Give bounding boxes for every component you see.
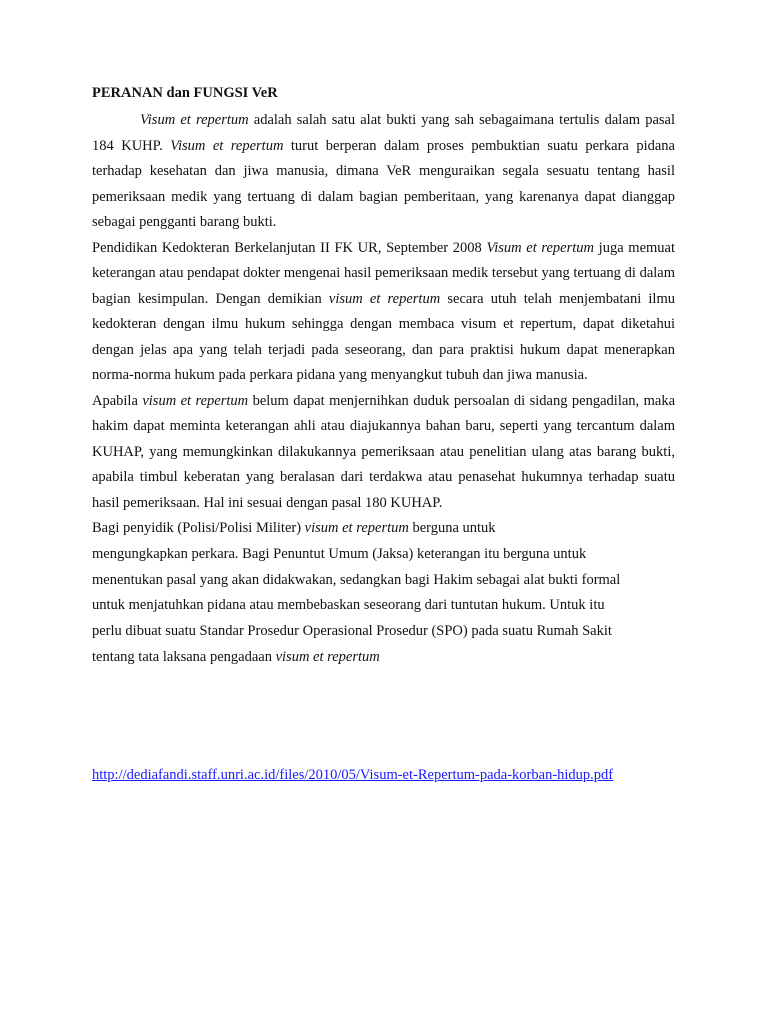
paragraph-4-text: untuk menjatuhkan pidana atau membebaskan seseorang dari tuntutan hukum. Untuk itu [92, 597, 605, 614]
italic-term: Visum et repertum [486, 239, 595, 256]
paragraph-3-text: belum dapat menjernihkan duduk persoalan di sidang pengadilan, maka hakim dapat meminta keterangan ahli atau diajukannya bahan baru, seperti yang tercantum dalam KUHAP, yang memungkinkan dilakukannya pemeriksaan atau penelitian ulang atas barang bukti, apabila timbul keberatan yang beralasan dari terdakwa atau penasehat hukumnya terhadap suatu hasil pemeriksaan. Hal ini sesuai dengan pasal 180 KUHAP. [92, 392, 676, 511]
paragraph-4 [92, 516, 675, 671]
italic-term: Visum et repertum [170, 137, 284, 154]
italic-term: visum et repertum [142, 392, 249, 409]
paragraph-2-text: secara utuh telah menjembatani ilmu kedokteran dengan ilmu hukum sehingga dengan membaca visum et repertum, dapat diketahui dengan jelas apa yang telah terjadi pada seseorang, dan para praktisi hukum dapat menerapkan norma-norma hukum pada perkara pidana yang menyangkut tubuh dan jiwa manusia. [92, 290, 675, 383]
paragraph-3-text: Apabila [92, 392, 143, 409]
italic-term: Visum et repertum [140, 112, 249, 128]
italic-term: visum et repertum [304, 520, 409, 536]
paragraph-1-text: adalah salah satu alat bukti yang sah sebagaimana tertulis dalam pasal 184 KUHP. [92, 112, 676, 154]
paragraph-2 [92, 236, 675, 389]
source-reference [92, 764, 613, 786]
paragraph-4-text: berguna untuk [408, 520, 496, 536]
paragraph-4-text: mengungkapkan perkara. Bagi Penuntut Umum (Jaksa) keterangan itu berguna untuk [92, 545, 587, 562]
document-heading: PERANAN dan FUNGSI VeR [92, 85, 278, 101]
paragraph-2-text: Pendidikan Kedokteran Berkelanjutan II FK UR, September 2008 [92, 239, 487, 256]
paragraph-4-text: perlu dibuat suatu Standar Prosedur Operasional Prosedur (SPO) pada suatu Rumah Sakit [92, 623, 612, 640]
paragraph-1 [92, 108, 675, 236]
italic-term: visum et repertum [275, 648, 380, 665]
document-body [92, 82, 675, 671]
paragraph-3 [92, 389, 675, 517]
paragraph-4-text: tentang tata laksana pengadaan [92, 648, 276, 665]
paragraph-1-text: turut berperan dalam proses pembuktian suatu perkara pidana terhadap kesehatan dan jiwa manusia, dimana VeR menguraikan segala sesuatu tentang hasil pemeriksaan medik yang tertuang di dalam bagian pemberitaan, yang karenanya dapat dianggap sebagai pengganti barang bukti. [92, 137, 675, 230]
paragraph-4-text: menentukan pasal yang akan didakwakan, sedangkan bagi Hakim sebagai alat bukti formal [92, 571, 621, 588]
paragraph-2-text: juga memuat keterangan atau pendapat dokter mengenai hasil pemeriksaan medik tersebut yang tertuang di dalam bagian kesimpulan. Dengan demikian [92, 239, 675, 307]
source-link[interactable]: http://dediafandi.staff.unri.ac.id/files/2010/05/Visum-et-Repertum-pada-korban-hidup.pdf [92, 767, 614, 783]
italic-term: visum et repertum [328, 290, 441, 307]
paragraph-4-text: Bagi penyidik (Polisi/Polisi Militer) [92, 520, 305, 536]
